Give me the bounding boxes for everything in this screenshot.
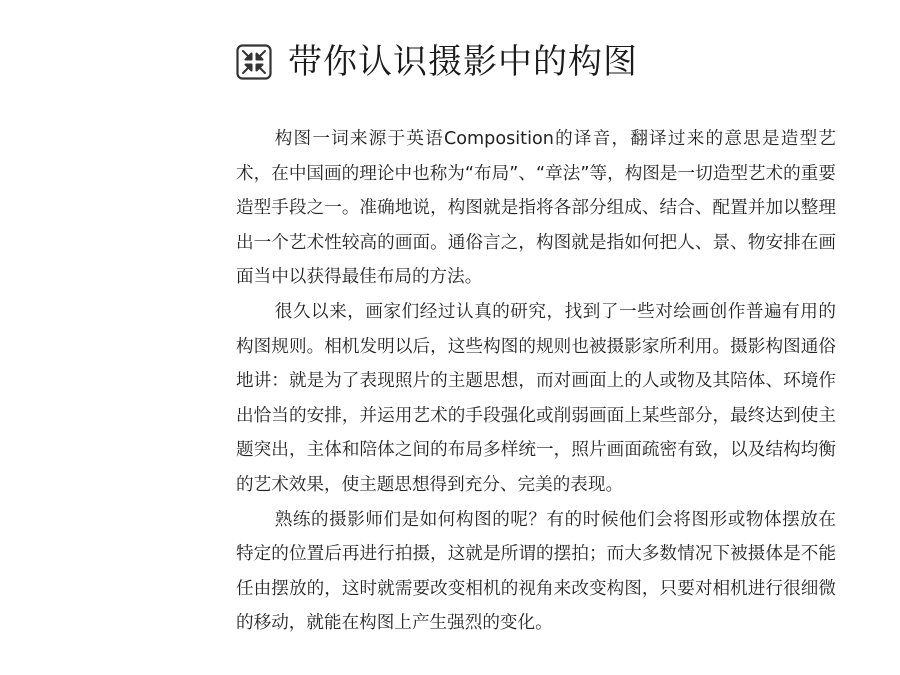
- paragraph: 构图一词来源于英语Composition的译音，翻译过来的意思是造型艺术，在中国画的理论中也称为“布局”、“章法”等，构图是一切造型艺术的重要造型手段之一。准确地说，构图就是指将各部分组成、结合、配置并加以整理出一个艺术性较高的画面。通俗言之，构图就是指如何把人、景、物安排在画面当中以获得最佳布局的方法。: [236, 129, 836, 288]
- paragraph: 熟练的摄影师们是如何构图的呢？有的时候他们会将图形或物体摆放在特定的位置后再进行拍摄，这就是所谓的摆拍；而大多数情况下被摄体是不能任由摆放的，这时就需要改变相机的视角来改变构图，只要对相机进行很细微的移动，就能在构图上产生强烈的变化。: [236, 509, 836, 634]
- compress-arrows-icon: [236, 44, 272, 80]
- page-title: 带你认识摄影中的构图: [288, 42, 638, 82]
- article-body: [236, 122, 836, 641]
- article-header: [236, 36, 836, 88]
- article: [236, 36, 836, 641]
- paragraph: 很久以来，画家们经过认真的研究，找到了一些对绘画创作普遍有用的构图规则。相机发明以后，这些构图的规则也被摄影家所利用。摄影构图通俗地讲：就是为了表现照片的主题思想，而对画面上的人或物及其陪体、环境作出恰当的安排，并运用艺术的手段强化或削弱画面上某些部分，最终达到使主题突出，主体和陪体之间的布局多样统一，照片画面疏密有致，以及结构均衡的艺术效果，使主题思想得到充分、完美的表现。: [236, 301, 836, 495]
